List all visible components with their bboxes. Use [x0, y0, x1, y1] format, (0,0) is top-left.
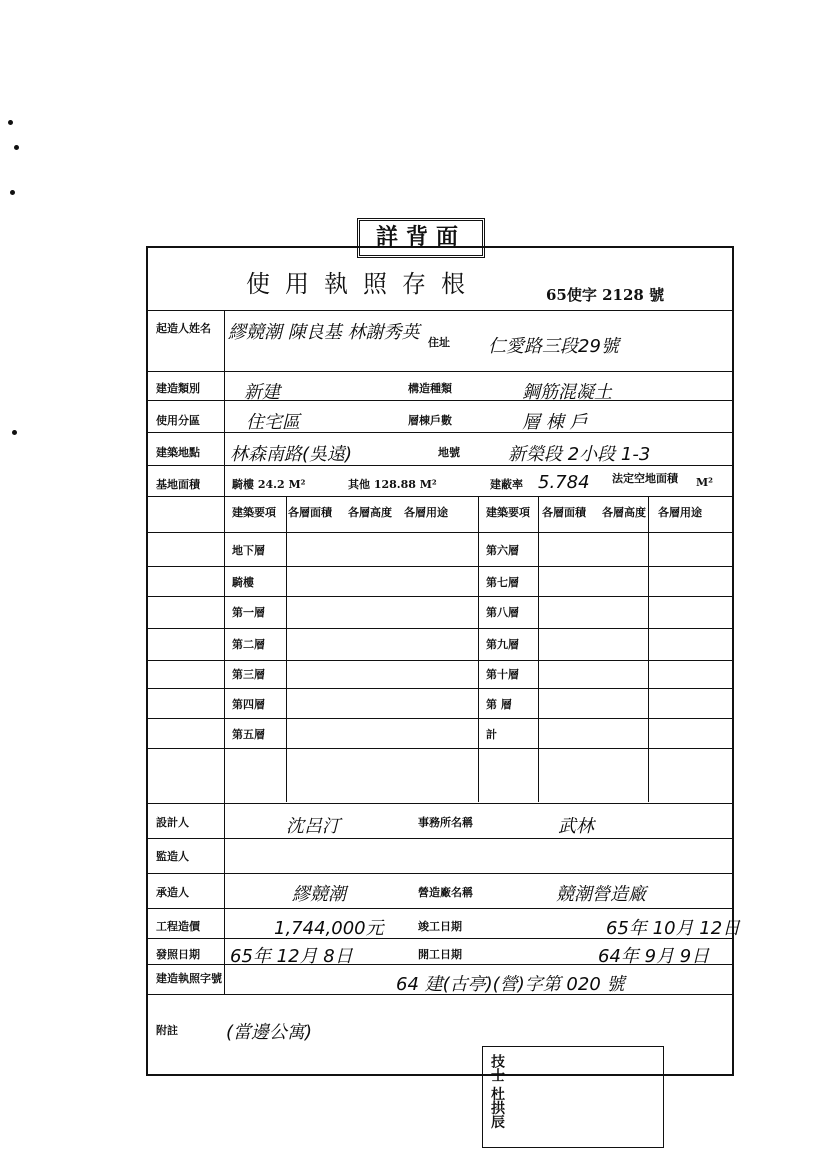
cost-value: 1,744,000元: [274, 918, 384, 939]
contractor-name: 繆競潮: [292, 884, 346, 905]
issue-label: 發照日期: [156, 948, 200, 961]
row-left: 第一層: [232, 606, 265, 619]
row-right: 第九層: [486, 638, 519, 651]
floors-label: 層棟戶數: [408, 414, 452, 427]
form-title: 使用執照存根: [246, 270, 480, 298]
row-right: 第八層: [486, 606, 519, 619]
license-form: [146, 246, 741, 1076]
building-permit-value: 64 建(古亭)(營)字第 020 號: [396, 974, 625, 995]
margin-dot: [12, 430, 17, 435]
row-left: 騎樓: [232, 576, 254, 589]
type-value: 新建: [244, 382, 280, 403]
coverage-label: 建蔽率: [490, 478, 523, 491]
land-no-value: 新榮段 2小段 1-3: [508, 444, 651, 465]
official-stamp: [482, 1046, 664, 1148]
margin-dot: [14, 145, 19, 150]
remarks-label: 附註: [156, 1024, 178, 1037]
design-label: 設計人: [156, 816, 189, 829]
floors-value: 層 棟 戶: [522, 412, 588, 433]
site-address: 林森南路(吳遠): [230, 444, 353, 465]
cost-label: 工程造價: [156, 920, 200, 933]
coverage-value: 5.784: [538, 472, 590, 493]
left-use-header: 各層用途: [404, 506, 448, 519]
type-label: 建造類別: [156, 382, 200, 395]
row-left: 地下層: [232, 544, 265, 557]
margin-dot: [10, 190, 15, 195]
contractor-label: 承造人: [156, 886, 189, 899]
base-other: 其他 128.88 M²: [348, 478, 437, 491]
left-header: 建築要項: [232, 506, 276, 519]
completion-value: 65年 10月 12日: [606, 918, 741, 939]
office-label: 事務所名稱: [418, 816, 473, 829]
address-label: 住址: [428, 336, 450, 349]
site-label: 建築地點: [156, 446, 200, 459]
start-value: 64年 9月 9日: [598, 946, 710, 967]
building-permit-label: 建造執照字號: [156, 972, 222, 985]
row-left: 第二層: [232, 638, 265, 651]
row-left: 第三層: [232, 668, 265, 681]
design-name: 沈呂汀: [286, 816, 340, 837]
right-area-header: 各層面積: [542, 506, 586, 519]
structure-value: 鋼筋混凝土: [522, 382, 612, 403]
row-right: 計: [486, 728, 497, 741]
left-area-header: 各層面積: [288, 506, 332, 519]
right-header: 建築要項: [486, 506, 530, 519]
company-value: 競潮營造廠: [556, 884, 646, 905]
completion-label: 竣工日期: [418, 920, 462, 933]
row-right: 第 層: [486, 698, 512, 711]
issue-value: 65年 12月 8日: [230, 946, 353, 967]
zone-value: 住宅區: [246, 412, 300, 433]
permit-number: 65使字 2128 號: [546, 286, 665, 304]
office-value: 武林: [558, 816, 594, 837]
owner-value: 繆競潮 陳良基 林謝秀英: [228, 322, 420, 343]
detailed-back-stamp: 詳背面: [357, 218, 485, 258]
supervisor-label: 監造人: [156, 850, 189, 863]
row-right: 第七層: [486, 576, 519, 589]
right-height-header: 各層高度: [602, 506, 646, 519]
start-label: 開工日期: [418, 948, 462, 961]
zone-label: 使用分區: [156, 414, 200, 427]
row-right: 第六層: [486, 544, 519, 557]
land-no-label: 地號: [438, 446, 460, 459]
remarks-value: (當邊公寓): [226, 1022, 313, 1043]
owner-label: 起造人姓名: [156, 322, 211, 335]
address-value: 仁愛路三段29號: [488, 336, 619, 357]
legal-label: 法定空地面積: [612, 472, 678, 485]
stamp-text: 技士 杜拱辰: [489, 1054, 505, 1129]
row-left: 第五層: [232, 728, 265, 741]
structure-label: 構造種類: [408, 382, 452, 395]
row-left: 第四層: [232, 698, 265, 711]
base-label: 基地面積: [156, 478, 200, 491]
left-height-header: 各層高度: [348, 506, 392, 519]
legal-value: M²: [696, 476, 713, 489]
margin-dot: [8, 120, 13, 125]
company-label: 營造廠名稱: [418, 886, 473, 899]
row-right: 第十層: [486, 668, 519, 681]
right-use-header: 各層用途: [658, 506, 702, 519]
base-arcade: 騎樓 24.2 M²: [232, 478, 306, 491]
